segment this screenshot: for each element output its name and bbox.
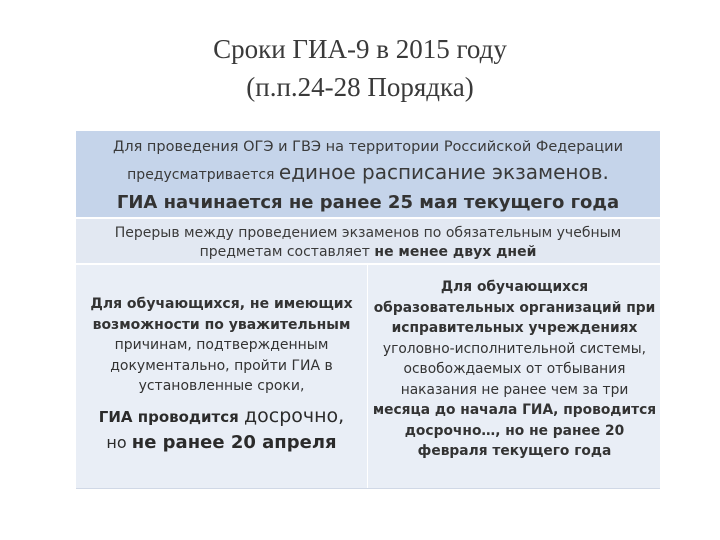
row2-line-2 xyxy=(76,243,660,262)
row1-line-1: Для проведения ОГЭ и ГВЭ на территории Российской Федерации xyxy=(112,139,624,155)
row2-line-2-bold: не менее двух дней xyxy=(374,244,537,260)
left-emphasis-1a: ГИА проводится xyxy=(98,407,244,426)
left-line-3: причинам, подтвержденным xyxy=(114,337,329,353)
right-line-2: образовательных организаций при xyxy=(373,299,656,316)
table-row-break xyxy=(76,219,660,264)
slide-title xyxy=(0,30,720,106)
right-line-8: досрочно…, но не ранее 20 xyxy=(404,422,625,439)
title-line-2: (п.п.24-28 Порядка) xyxy=(246,72,474,102)
row1-line-2-emphasis: единое расписание экзаменов. xyxy=(278,160,609,184)
left-emphasis-2a: но xyxy=(106,432,132,452)
right-line-6: наказания не ранее чем за три xyxy=(400,381,629,398)
right-line-3: исправительных учреждениях xyxy=(391,320,638,336)
left-emphasis-1b: досрочно, xyxy=(244,404,345,427)
cell-valid-reasons xyxy=(76,265,368,488)
title-line-1: Сроки ГИА-9 в 2015 году xyxy=(213,34,507,64)
row2-line-1: Перерыв между проведением экзаменов по обязательным учебным xyxy=(114,225,622,241)
right-line-5: освобождаемых от отбывания xyxy=(403,361,626,377)
left-line-5: установленные сроки, xyxy=(138,378,305,394)
left-emphasis-2 xyxy=(76,430,367,456)
exam-schedule-table xyxy=(76,131,660,488)
cell-correctional-institutions xyxy=(369,265,660,488)
left-line-4: документально, пройти ГИА в xyxy=(110,357,333,374)
left-line-2: возможности по уважительным xyxy=(92,316,351,333)
left-emphasis-1 xyxy=(76,403,367,430)
row1-line-3: ГИА начинается не ранее 25 мая текущего года xyxy=(116,192,620,213)
right-line-4: уголовно-исполнительной системы, xyxy=(382,340,647,357)
table-row-schedule xyxy=(76,131,660,218)
row1-line-2 xyxy=(76,157,660,190)
table-row-early-exams xyxy=(76,265,660,489)
row2-line-2-start: предметам составляет xyxy=(199,244,375,260)
right-line-7: месяца до начала ГИА, проводится xyxy=(372,402,657,418)
left-line-1: Для обучающихся, не имеющих xyxy=(90,296,353,312)
left-emphasis-2b: не ранее 20 апреля xyxy=(131,431,337,453)
right-line-1: Для обучающихся xyxy=(440,279,589,295)
row1-line-2-start: предусматривается xyxy=(127,167,279,183)
right-line-9: февраля текущего года xyxy=(417,443,612,459)
